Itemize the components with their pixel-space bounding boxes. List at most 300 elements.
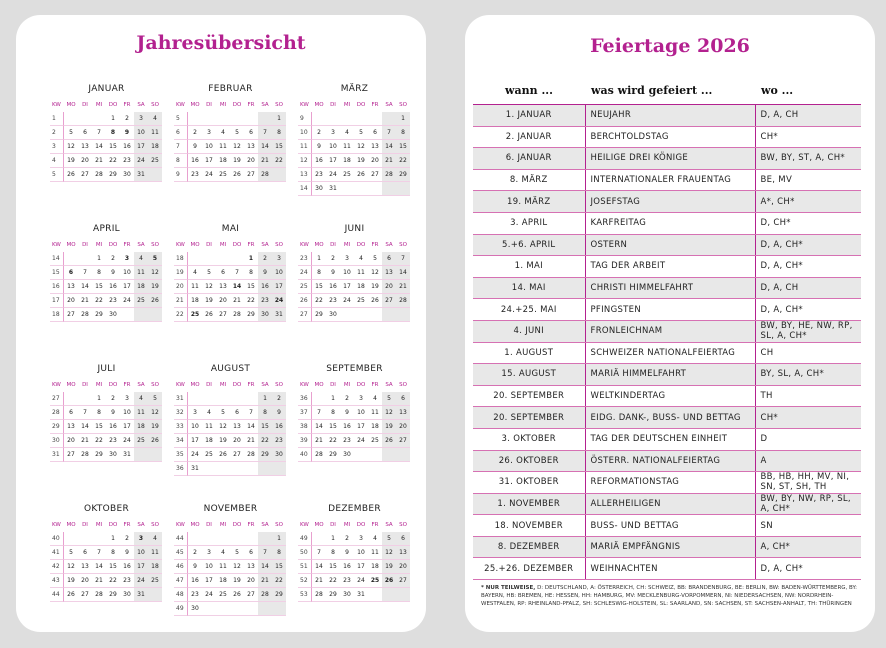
day-header: DI bbox=[330, 242, 336, 248]
month-name: FEBRUAR bbox=[208, 84, 253, 94]
day-cell: 12 bbox=[230, 560, 244, 574]
day-cell: 14 bbox=[312, 420, 326, 434]
day-header: KW bbox=[52, 382, 61, 388]
day-cell bbox=[368, 112, 382, 126]
day-cell: 4 bbox=[368, 532, 382, 546]
day-cell: 15 bbox=[92, 420, 106, 434]
day-cell: 23 bbox=[258, 294, 272, 308]
holiday-date: 31. OKTOBER bbox=[473, 472, 585, 494]
week-number: 48 bbox=[174, 588, 188, 602]
day-cell: 20 bbox=[64, 294, 78, 308]
day-header: SA bbox=[385, 382, 393, 388]
day-header: FR bbox=[247, 522, 255, 528]
holiday-row bbox=[473, 191, 861, 213]
day-cell: 20 bbox=[244, 154, 258, 168]
day-cell: 4 bbox=[354, 252, 368, 266]
day-cell: 25 bbox=[202, 448, 216, 462]
day-header: MO bbox=[314, 242, 324, 248]
holiday-name: JOSEFSTAG bbox=[585, 191, 755, 213]
day-header: MI bbox=[95, 242, 103, 248]
day-cell: 7 bbox=[244, 406, 258, 420]
day-cell: 22 bbox=[326, 434, 340, 448]
day-header: DI bbox=[206, 102, 212, 108]
day-cell: 1 bbox=[272, 532, 286, 546]
day-cell: 24 bbox=[202, 588, 216, 602]
day-cell: 11 bbox=[216, 560, 230, 574]
day-cell bbox=[230, 392, 244, 406]
day-cell: 29 bbox=[92, 448, 106, 462]
holiday-name: WELTKINDERTAG bbox=[585, 385, 755, 407]
day-header: SA bbox=[137, 522, 145, 528]
day-header: MI bbox=[219, 102, 227, 108]
month-name: SEPTEMBER bbox=[326, 364, 383, 374]
holiday-row bbox=[473, 256, 861, 278]
day-cell: 3 bbox=[120, 392, 134, 406]
day-cell: 4 bbox=[216, 546, 230, 560]
day-cell: 30 bbox=[326, 308, 340, 322]
holiday-row bbox=[473, 472, 861, 494]
holiday-name: CHRISTI HIMMELFAHRT bbox=[585, 277, 755, 299]
month-name: AUGUST bbox=[210, 364, 251, 374]
day-cell: 6 bbox=[64, 406, 78, 420]
day-cell bbox=[354, 308, 368, 322]
day-cell: 24 bbox=[120, 294, 134, 308]
day-cell: 4 bbox=[148, 112, 162, 126]
day-cell: 30 bbox=[120, 588, 134, 602]
holiday-date: 1. AUGUST bbox=[473, 342, 585, 364]
day-cell bbox=[64, 112, 78, 126]
day-cell: 13 bbox=[382, 266, 396, 280]
week-number: 43 bbox=[50, 574, 64, 588]
day-cell bbox=[382, 112, 396, 126]
day-cell: 5 bbox=[368, 252, 382, 266]
holiday-date: 20. SEPTEMBER bbox=[473, 407, 585, 429]
day-cell: 18 bbox=[368, 420, 382, 434]
holiday-date: 1. JANUAR bbox=[473, 105, 585, 127]
day-cell: 10 bbox=[134, 546, 148, 560]
week-number: 3 bbox=[50, 140, 64, 154]
day-header: KW bbox=[300, 242, 309, 248]
day-cell: 2 bbox=[340, 392, 354, 406]
day-cell: 22 bbox=[258, 434, 272, 448]
day-cell: 1 bbox=[312, 252, 326, 266]
day-cell: 10 bbox=[202, 560, 216, 574]
day-header: SA bbox=[385, 522, 393, 528]
day-cell: 29 bbox=[312, 308, 326, 322]
holiday-regions: CH bbox=[755, 342, 861, 364]
day-cell bbox=[202, 462, 216, 476]
day-cell: 4 bbox=[188, 266, 202, 280]
day-cell: 26 bbox=[64, 168, 78, 182]
day-cell: 16 bbox=[120, 560, 134, 574]
week-number: 14 bbox=[298, 182, 312, 196]
day-cell: 13 bbox=[64, 420, 78, 434]
day-header: MO bbox=[190, 242, 200, 248]
holiday-date: 1. MAI bbox=[473, 256, 585, 278]
day-cell bbox=[230, 252, 244, 266]
day-cell: 3 bbox=[354, 532, 368, 546]
day-cell: 13 bbox=[396, 546, 410, 560]
day-cell: 12 bbox=[216, 420, 230, 434]
day-cell: 15 bbox=[258, 420, 272, 434]
day-cell: 10 bbox=[188, 420, 202, 434]
month-3 bbox=[50, 223, 163, 322]
month-4 bbox=[174, 223, 287, 322]
day-cell: 28 bbox=[382, 168, 396, 182]
holiday-regions: A, CH* bbox=[755, 536, 861, 558]
day-cell: 19 bbox=[382, 560, 396, 574]
week-number: 19 bbox=[174, 266, 188, 280]
holiday-name: WEIHNACHTEN bbox=[585, 558, 755, 580]
holiday-date: 8. MÄRZ bbox=[473, 169, 585, 191]
day-cell: 17 bbox=[120, 420, 134, 434]
holiday-name: MARIÄ HIMMELFAHRT bbox=[585, 364, 755, 386]
day-cell: 6 bbox=[382, 252, 396, 266]
day-cell: 24 bbox=[188, 448, 202, 462]
day-cell: 23 bbox=[340, 434, 354, 448]
holiday-date: 2. JANUAR bbox=[473, 126, 585, 148]
day-cell: 7 bbox=[382, 126, 396, 140]
day-cell: 18 bbox=[216, 574, 230, 588]
day-header: SO bbox=[275, 382, 283, 388]
day-cell: 16 bbox=[106, 280, 120, 294]
holiday-regions: BE, MV bbox=[755, 169, 861, 191]
holiday-name: PFINGSTEN bbox=[585, 299, 755, 321]
month-grid bbox=[174, 378, 287, 476]
day-cell: 14 bbox=[92, 140, 106, 154]
day-header: KW bbox=[176, 242, 185, 248]
day-cell: 13 bbox=[78, 560, 92, 574]
month-grid bbox=[174, 238, 287, 322]
day-cell: 11 bbox=[148, 546, 162, 560]
day-header: DI bbox=[206, 522, 212, 528]
day-cell: 10 bbox=[326, 140, 340, 154]
day-header: SO bbox=[275, 242, 283, 248]
week-number: 9 bbox=[174, 168, 188, 182]
day-cell: 14 bbox=[92, 560, 106, 574]
week-number: 31 bbox=[50, 448, 64, 462]
day-cell bbox=[340, 182, 354, 196]
holiday-row bbox=[473, 148, 861, 170]
day-cell: 20 bbox=[244, 574, 258, 588]
day-cell: 13 bbox=[64, 280, 78, 294]
day-cell: 26 bbox=[368, 294, 382, 308]
week-number: 18 bbox=[174, 252, 188, 266]
day-cell: 30 bbox=[188, 602, 202, 616]
day-cell bbox=[230, 602, 244, 616]
day-cell: 17 bbox=[202, 154, 216, 168]
day-header: FR bbox=[371, 522, 379, 528]
day-header: SA bbox=[385, 102, 393, 108]
day-cell: 29 bbox=[106, 588, 120, 602]
week-number: 35 bbox=[174, 448, 188, 462]
day-cell bbox=[354, 182, 368, 196]
day-cell bbox=[78, 252, 92, 266]
day-cell: 27 bbox=[396, 574, 410, 588]
day-cell bbox=[92, 532, 106, 546]
day-cell: 5 bbox=[382, 532, 396, 546]
day-cell: 26 bbox=[230, 168, 244, 182]
day-header: DO bbox=[108, 522, 118, 528]
holiday-date: 3. APRIL bbox=[473, 212, 585, 234]
day-cell: 3 bbox=[202, 126, 216, 140]
day-cell: 14 bbox=[78, 280, 92, 294]
week-number: 1 bbox=[50, 112, 64, 126]
day-cell: 23 bbox=[272, 434, 286, 448]
day-cell: 27 bbox=[78, 588, 92, 602]
day-header: DI bbox=[330, 522, 336, 528]
day-cell: 14 bbox=[78, 420, 92, 434]
day-cell: 16 bbox=[326, 280, 340, 294]
month-grid bbox=[50, 98, 163, 182]
day-cell: 17 bbox=[272, 280, 286, 294]
day-cell: 4 bbox=[340, 126, 354, 140]
week-number: 11 bbox=[298, 140, 312, 154]
holiday-name: TAG DER ARBEIT bbox=[585, 256, 755, 278]
day-cell: 14 bbox=[396, 266, 410, 280]
day-header: MI bbox=[343, 242, 351, 248]
week-number: 30 bbox=[50, 434, 64, 448]
holiday-row bbox=[473, 536, 861, 558]
day-cell: 18 bbox=[354, 280, 368, 294]
day-cell: 4 bbox=[134, 252, 148, 266]
day-header: DO bbox=[232, 522, 242, 528]
day-cell bbox=[382, 448, 396, 462]
holiday-name: SCHWEIZER NATIONALFEIERTAG bbox=[585, 342, 755, 364]
day-header: MO bbox=[66, 522, 76, 528]
day-cell: 9 bbox=[188, 140, 202, 154]
day-cell: 29 bbox=[396, 168, 410, 182]
day-cell: 8 bbox=[326, 546, 340, 560]
week-number: 53 bbox=[298, 588, 312, 602]
day-cell bbox=[354, 112, 368, 126]
day-cell: 21 bbox=[258, 574, 272, 588]
day-cell: 28 bbox=[258, 588, 272, 602]
week-number: 16 bbox=[50, 280, 64, 294]
day-cell: 2 bbox=[120, 112, 134, 126]
month-grid bbox=[174, 98, 287, 182]
day-cell: 21 bbox=[312, 574, 326, 588]
footnote-bold: * NUR TEILWEISE, bbox=[481, 585, 536, 591]
day-header: MO bbox=[66, 242, 76, 248]
day-cell: 28 bbox=[78, 308, 92, 322]
header-where: wo ... bbox=[755, 81, 861, 105]
holiday-regions: D, A, CH* bbox=[755, 234, 861, 256]
year-overview-panel bbox=[16, 15, 426, 632]
holiday-name: BUSS- UND BETTAG bbox=[585, 515, 755, 537]
day-cell: 19 bbox=[230, 574, 244, 588]
day-cell: 31 bbox=[120, 448, 134, 462]
day-cell: 27 bbox=[382, 294, 396, 308]
day-cell: 13 bbox=[244, 140, 258, 154]
day-header: FR bbox=[247, 242, 255, 248]
day-cell: 28 bbox=[230, 308, 244, 322]
day-cell bbox=[134, 308, 148, 322]
day-cell: 25 bbox=[216, 168, 230, 182]
day-header: MO bbox=[314, 522, 324, 528]
week-number: 4 bbox=[50, 154, 64, 168]
day-cell: 16 bbox=[312, 154, 326, 168]
day-cell: 27 bbox=[244, 588, 258, 602]
week-number: 20 bbox=[174, 280, 188, 294]
day-cell: 15 bbox=[326, 420, 340, 434]
day-header: MO bbox=[314, 102, 324, 108]
week-number: 17 bbox=[50, 294, 64, 308]
week-number: 33 bbox=[174, 420, 188, 434]
holiday-row bbox=[473, 407, 861, 429]
day-cell bbox=[312, 392, 326, 406]
holiday-row bbox=[473, 299, 861, 321]
day-cell: 5 bbox=[230, 546, 244, 560]
day-cell: 5 bbox=[382, 392, 396, 406]
day-cell: 16 bbox=[340, 560, 354, 574]
day-cell: 18 bbox=[134, 420, 148, 434]
day-header: DI bbox=[330, 382, 336, 388]
day-cell: 26 bbox=[230, 588, 244, 602]
week-number: 7 bbox=[174, 140, 188, 154]
day-cell: 23 bbox=[312, 168, 326, 182]
day-cell: 22 bbox=[272, 154, 286, 168]
day-cell: 16 bbox=[120, 140, 134, 154]
day-cell: 11 bbox=[148, 126, 162, 140]
day-header: SO bbox=[399, 242, 407, 248]
day-cell: 9 bbox=[272, 406, 286, 420]
day-cell: 27 bbox=[230, 448, 244, 462]
day-header: FR bbox=[247, 102, 255, 108]
header-what: was wird gefeiert ... bbox=[585, 81, 755, 105]
week-number: 44 bbox=[174, 532, 188, 546]
day-cell: 18 bbox=[148, 560, 162, 574]
day-cell: 30 bbox=[340, 448, 354, 462]
day-cell: 29 bbox=[92, 308, 106, 322]
day-header: SA bbox=[261, 102, 269, 108]
day-cell bbox=[396, 308, 410, 322]
week-number: 44 bbox=[50, 588, 64, 602]
holiday-name: BERCHTOLDSTAG bbox=[585, 126, 755, 148]
holiday-row bbox=[473, 342, 861, 364]
day-header: SO bbox=[151, 382, 159, 388]
day-cell: 18 bbox=[368, 560, 382, 574]
day-cell: 3 bbox=[354, 392, 368, 406]
day-cell: 12 bbox=[64, 560, 78, 574]
day-header: SA bbox=[385, 242, 393, 248]
day-cell: 4 bbox=[216, 126, 230, 140]
holiday-date: 20. SEPTEMBER bbox=[473, 385, 585, 407]
holiday-name: ALLERHEILIGEN bbox=[585, 493, 755, 515]
week-number: 21 bbox=[174, 294, 188, 308]
holiday-regions: TH bbox=[755, 385, 861, 407]
day-cell bbox=[188, 252, 202, 266]
day-cell: 24 bbox=[202, 168, 216, 182]
week-number: 5 bbox=[174, 112, 188, 126]
month-name: APRIL bbox=[92, 224, 120, 234]
day-cell bbox=[368, 182, 382, 196]
week-number: 9 bbox=[298, 112, 312, 126]
day-header: KW bbox=[52, 102, 61, 108]
day-cell: 28 bbox=[312, 448, 326, 462]
day-cell: 12 bbox=[230, 140, 244, 154]
day-header: SO bbox=[275, 522, 283, 528]
day-cell bbox=[64, 532, 78, 546]
day-header: MI bbox=[219, 382, 227, 388]
day-cell: 21 bbox=[312, 434, 326, 448]
day-header: DO bbox=[108, 242, 118, 248]
day-cell: 22 bbox=[92, 434, 106, 448]
day-cell: 1 bbox=[258, 392, 272, 406]
week-number: 22 bbox=[174, 308, 188, 322]
day-cell: 27 bbox=[244, 168, 258, 182]
day-cell: 5 bbox=[148, 392, 162, 406]
day-header: MI bbox=[343, 522, 351, 528]
holiday-row bbox=[473, 277, 861, 299]
day-cell: 8 bbox=[272, 546, 286, 560]
day-cell: 29 bbox=[258, 448, 272, 462]
day-cell: 1 bbox=[326, 392, 340, 406]
day-cell bbox=[272, 462, 286, 476]
day-cell bbox=[244, 462, 258, 476]
day-cell: 11 bbox=[188, 280, 202, 294]
week-number: 26 bbox=[298, 294, 312, 308]
day-cell: 13 bbox=[396, 406, 410, 420]
month-grid bbox=[298, 98, 411, 196]
day-cell: 1 bbox=[326, 532, 340, 546]
day-cell: 15 bbox=[396, 140, 410, 154]
day-cell bbox=[216, 392, 230, 406]
day-header: DO bbox=[232, 382, 242, 388]
day-cell: 16 bbox=[340, 420, 354, 434]
day-cell: 16 bbox=[106, 420, 120, 434]
day-cell: 9 bbox=[120, 126, 134, 140]
holiday-date: 18. NOVEMBER bbox=[473, 515, 585, 537]
day-cell: 23 bbox=[188, 588, 202, 602]
day-cell bbox=[188, 112, 202, 126]
day-cell bbox=[272, 602, 286, 616]
day-cell: 31 bbox=[188, 462, 202, 476]
day-cell bbox=[202, 532, 216, 546]
day-cell: 5 bbox=[64, 546, 78, 560]
week-number: 50 bbox=[298, 546, 312, 560]
day-cell: 15 bbox=[326, 560, 340, 574]
day-cell bbox=[396, 588, 410, 602]
day-cell: 23 bbox=[120, 154, 134, 168]
day-header: DO bbox=[356, 102, 366, 108]
day-header: MO bbox=[314, 382, 324, 388]
day-cell: 19 bbox=[202, 294, 216, 308]
day-cell: 3 bbox=[326, 126, 340, 140]
week-number: 15 bbox=[50, 266, 64, 280]
day-cell: 17 bbox=[120, 280, 134, 294]
holiday-row bbox=[473, 126, 861, 148]
holiday-regions: BW, BY, ST, A, CH* bbox=[755, 148, 861, 170]
holiday-row bbox=[473, 450, 861, 472]
day-cell: 25 bbox=[188, 308, 202, 322]
day-cell bbox=[230, 462, 244, 476]
day-cell: 18 bbox=[188, 294, 202, 308]
day-cell: 8 bbox=[326, 406, 340, 420]
day-cell: 13 bbox=[244, 560, 258, 574]
day-header: SA bbox=[261, 522, 269, 528]
holiday-row bbox=[473, 385, 861, 407]
day-header: MI bbox=[95, 382, 103, 388]
month-7 bbox=[174, 363, 287, 476]
holiday-name: MARIÄ EMPFÄNGNIS bbox=[585, 536, 755, 558]
day-header: FR bbox=[123, 242, 131, 248]
day-cell: 19 bbox=[216, 434, 230, 448]
day-cell: 30 bbox=[312, 182, 326, 196]
day-cell: 16 bbox=[188, 154, 202, 168]
day-cell: 12 bbox=[64, 140, 78, 154]
day-cell: 26 bbox=[148, 294, 162, 308]
